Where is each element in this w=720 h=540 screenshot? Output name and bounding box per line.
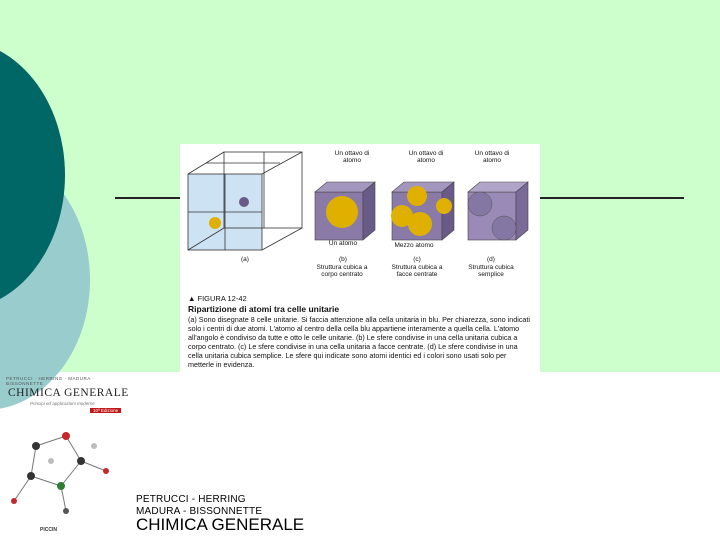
unit-cell-figure [180, 144, 540, 392]
cover-publisher: PICCIN [40, 527, 57, 533]
cover-authors: PETRUCCI · HERRING · MADURA · BISSONNETTE [6, 376, 95, 386]
label-d: (d) [487, 256, 495, 263]
label-b: (b) [339, 256, 347, 263]
figure-title: Ripartizione di atomi tra celle unitarie [188, 304, 340, 314]
cover-title: CHIMICA GENERALE [8, 387, 129, 399]
figure-caption: (a) Sono disegnate 8 celle unitarie. Si faccia attenzione alla cella unitaria in blu. Per chiarezza, sono indicati solo i centri di due atomi. L'atomo al centro della cella blu appartiene interamente a quella cella. L'atomo all'angolo è condiviso da tutte e otto le celle unitarie. (b) Le sfere condivise in una cella unitaria cubica a corpo centrato. (c) Le sfere condivise in una cella unitaria a facce centrate. (d) Le sfere condivise in una cella unitaria cubica semplice. Le sfere qui indicate sono atomi identici ed i colori sono usati solo per metterle in evidenza. [188, 315, 531, 369]
bcc-center-atom [326, 196, 358, 228]
label-octant-c: Un ottavo di atomo [408, 150, 444, 164]
cover-subtitle: Principi ed applicazioni moderne [30, 401, 95, 406]
corner-atom [239, 197, 249, 207]
label-a: (a) [241, 256, 249, 263]
label-one-atom: Un atomo [328, 240, 358, 247]
label-fcc: Struttura cubica a facce centrate [391, 264, 443, 278]
sc-cube [468, 182, 528, 240]
book-cover [0, 372, 130, 540]
label-octant-b: Un ottavo di atomo [334, 150, 370, 164]
figure-number: ▲ FIGURA 12-42 [188, 294, 247, 303]
center-atom [209, 217, 221, 229]
label-sc: Struttura cubica semplice [468, 264, 514, 278]
fcc-cube [391, 182, 454, 240]
credit-authors-2: MADURA - BISSONNETTE [136, 506, 263, 517]
label-bcc: Struttura cubica a corpo centrato [316, 264, 368, 278]
label-c: (c) [413, 256, 421, 263]
credit-authors-1: PETRUCCI - HERRING [136, 494, 246, 505]
title-line-right [538, 197, 684, 199]
credit-title: CHIMICA GENERALE [136, 515, 305, 534]
molecule-illustration [6, 416, 126, 526]
label-half-atom: Mezzo atomo [394, 242, 434, 249]
bcc-cube [315, 182, 375, 240]
label-octant-d: Un ottavo di atomo [474, 150, 510, 164]
cover-edition: 10ª Edizione [90, 408, 121, 413]
title-line-left [115, 197, 183, 199]
